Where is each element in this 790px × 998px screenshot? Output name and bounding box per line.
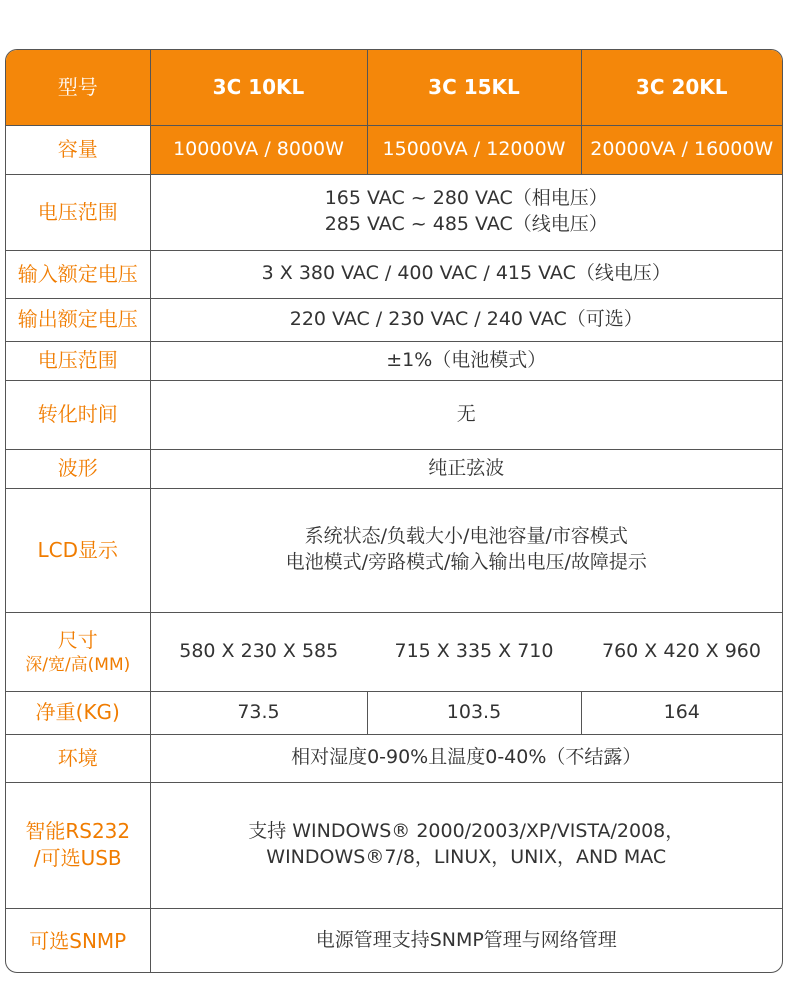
voltage-range-line1: 165 VAC ~ 280 VAC（相电压） [324, 187, 608, 210]
transfer-time-label: 转化时间 [6, 380, 150, 449]
lcd-line1: 系统状态/负载大小/电池容量/市容模式 [304, 525, 628, 548]
lcd-value [150, 488, 782, 612]
output-voltage-value: 220 VAC / 230 VAC / 240 VAC（可选） [150, 298, 782, 341]
row-waveform [6, 449, 782, 488]
rs232-label-line2: /可选USB [33, 846, 122, 870]
dimensions-20kl: 760 X 420 X 960 [581, 612, 782, 691]
model-label: 型号 [6, 50, 150, 125]
spec-table [6, 50, 782, 973]
row-snmp [6, 908, 782, 973]
net-weight-20kl: 164 [581, 691, 782, 734]
row-rs232 [6, 782, 782, 908]
input-voltage-label: 输入额定电压 [6, 250, 150, 298]
voltage-range-label: 电压范围 [6, 174, 150, 250]
input-voltage-value: 3 X 380 VAC / 400 VAC / 415 VAC（线电压） [150, 250, 782, 298]
row-dimensions [6, 612, 782, 691]
output-voltage-label: 输出额定电压 [6, 298, 150, 341]
row-voltage-regulation [6, 341, 782, 380]
snmp-value: 电源管理支持SNMP管理与网络管理 [150, 908, 782, 973]
rs232-label [6, 782, 150, 908]
row-model [6, 50, 782, 125]
net-weight-10kl: 73.5 [150, 691, 367, 734]
rs232-label-line1: 智能RS232 [25, 819, 131, 843]
dimensions-label-sub: 深/宽/高(MM) [25, 654, 131, 675]
lcd-line2: 电池模式/旁路模式/输入输出电压/故障提示 [285, 551, 647, 573]
rs232-value [150, 782, 782, 908]
rs232-line2: WINDOWS®7/8，LINUX，UNIX，AND MAC [266, 846, 667, 868]
row-voltage-range [6, 174, 782, 250]
model-15kl: 3C 15KL [367, 50, 581, 125]
voltage-range-value [150, 174, 782, 250]
rs232-line1: 支持 WINDOWS® 2000/2003/XP/VISTA/2008， [248, 820, 685, 843]
net-weight-label: 净重(KG) [6, 691, 150, 734]
dimensions-label-main: 尺寸 [57, 627, 98, 652]
voltage-regulation-label: 电压范围 [6, 341, 150, 380]
row-transfer-time [6, 380, 782, 449]
dimensions-label [6, 612, 150, 691]
row-net-weight [6, 691, 782, 734]
voltage-regulation-value: ±1%（电池模式） [150, 341, 782, 380]
capacity-15kl: 15000VA / 12000W [367, 125, 581, 174]
model-20kl: 3C 20KL [581, 50, 782, 125]
row-environment [6, 734, 782, 782]
environment-value: 相对湿度0-90%且温度0-40%（不结露） [150, 734, 782, 782]
environment-label: 环境 [6, 734, 150, 782]
transfer-time-value: 无 [150, 380, 782, 449]
dimensions-15kl: 715 X 335 X 710 [367, 612, 581, 691]
row-input-voltage [6, 250, 782, 298]
waveform-value: 纯正弦波 [150, 449, 782, 488]
row-capacity [6, 125, 782, 174]
row-output-voltage [6, 298, 782, 341]
waveform-label: 波形 [6, 449, 150, 488]
model-10kl: 3C 10KL [150, 50, 367, 125]
capacity-20kl: 20000VA / 16000W [581, 125, 782, 174]
row-lcd [6, 488, 782, 612]
capacity-label: 容量 [6, 125, 150, 174]
net-weight-15kl: 103.5 [367, 691, 581, 734]
capacity-10kl: 10000VA / 8000W [150, 125, 367, 174]
lcd-label: LCD显示 [6, 488, 150, 612]
spec-table-frame [5, 49, 783, 973]
dimensions-10kl: 580 X 230 X 585 [150, 612, 367, 691]
voltage-range-line2: 285 VAC ~ 485 VAC（线电压） [324, 213, 608, 235]
snmp-label: 可选SNMP [6, 908, 150, 973]
